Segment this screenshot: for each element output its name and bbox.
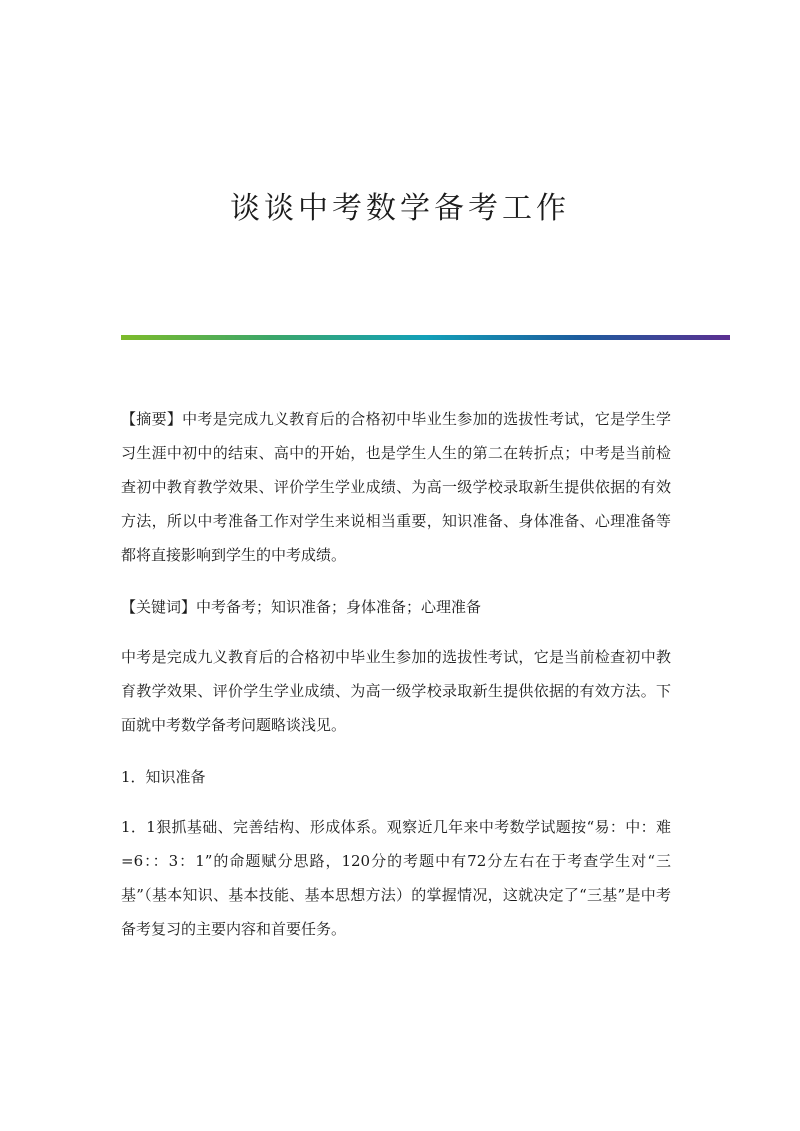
page-title: 谈谈中考数学备考工作: [230, 191, 570, 226]
abstract-paragraph: 【摘要】中考是完成九义教育后的合格初中毕业生参加的选拔性考试，它是学生学习生涯中初中的结束、高中的开始，也是学生人生的第二在转折点；中考是当前检查初中教育教学效果、评价学生学业成绩、为高一级学校录取新生提供依据的有效方法，所以中考准备工作对学生来说相当重要，知识准备、身体准备、心理准备等都将直接影响到学生的中考成绩。: [121, 410, 671, 564]
title-divider: [121, 335, 730, 340]
keywords-paragraph: 【关键词】中考备考；知识准备；身体准备；心理准备: [121, 598, 482, 616]
subsection-paragraph: 1．1狠抓基础、完善结构、形成体系。观察近几年来中考数学试题按“易：中：难=6：：3：1”的命题赋分思路，120分的考题中有72分左右在于考查学生对“三基”（基本知识、基本技能、基本思想方法）的掌握情况，这就决定了“三基”是中考备考复习的主要内容和首要任务。: [121, 818, 671, 938]
section-heading: 1．知识准备: [121, 768, 206, 786]
intro-paragraph: 中考是完成九义教育后的合格初中毕业生参加的选拔性考试，它是当前检查初中教育教学效果、评价学生学业成绩、为高一级学校录取新生提供依据的有效方法。下面就中考数学备考问题略谈浅见。: [121, 648, 671, 734]
document-body: [121, 402, 671, 964]
